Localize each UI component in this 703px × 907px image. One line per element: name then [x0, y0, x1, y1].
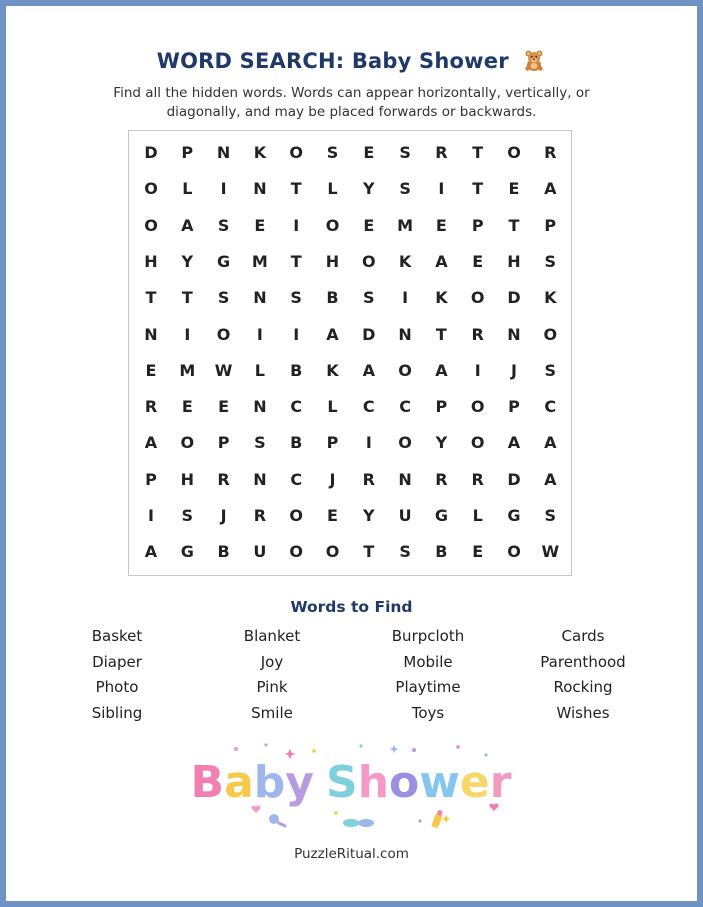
- grid-cell: A: [144, 542, 158, 562]
- grid-cell: P: [544, 215, 557, 235]
- grid-cell: P: [217, 433, 230, 453]
- grid-cell: C: [544, 397, 557, 417]
- grid-cell: R: [435, 143, 448, 162]
- grid-cell: A: [435, 251, 448, 271]
- grid-cell: E: [327, 506, 338, 525]
- grid-cell: A: [544, 433, 557, 453]
- grid-cell: J: [511, 360, 517, 380]
- grid-cell: O: [398, 433, 412, 453]
- logo-letter: o: [389, 757, 420, 808]
- grid-cell: N: [253, 397, 267, 417]
- grid-cell: J: [220, 506, 227, 525]
- word-item: Mobile: [403, 652, 453, 671]
- grid-cell: R: [544, 143, 557, 162]
- grid-cell: I: [148, 506, 154, 525]
- grid-cell: B: [435, 542, 448, 562]
- grid-cell: O: [144, 215, 158, 235]
- grid-cell: T: [290, 251, 302, 271]
- grid-cell: I: [365, 433, 372, 453]
- page-title-text: WORD SEARCH: Baby Shower: [156, 49, 509, 73]
- grid-cell: O: [216, 324, 231, 344]
- logo-letter: b: [253, 757, 286, 808]
- grid-cell: K: [253, 143, 267, 162]
- grid-cell: M: [397, 215, 414, 235]
- baby-shoes-icon: [343, 819, 374, 827]
- logo-letter: r: [489, 757, 512, 808]
- grid-cell: U: [398, 506, 412, 525]
- letter-grid: [128, 130, 572, 576]
- grid-cell: I: [474, 360, 481, 380]
- grid-cell: R: [253, 506, 267, 525]
- grid-cell: S: [217, 215, 230, 235]
- grid-cell: S: [399, 542, 411, 562]
- grid-cell: G: [434, 506, 448, 525]
- grid-cell: N: [398, 469, 412, 489]
- grid-cell: S: [181, 506, 194, 525]
- instructions-text: Find all the hidden words. Words can appear horizontally, vertically, or diagonally, and may be placed forwards or backwards.: [113, 85, 590, 120]
- grid-cell: P: [435, 397, 448, 417]
- baby-bottle-icon: [431, 810, 443, 829]
- grid-cell: I: [220, 179, 227, 199]
- grid-cell: B: [326, 288, 339, 308]
- grid-cell: B: [290, 360, 303, 380]
- teddy-bear-icon: [522, 48, 546, 77]
- grid-cell: T: [435, 324, 447, 344]
- grid-cell: A: [362, 360, 375, 380]
- grid-cell: L: [327, 397, 338, 417]
- grid-cell: C: [362, 397, 375, 417]
- logo-text-shower: [326, 757, 512, 808]
- grid-cell: L: [182, 179, 193, 199]
- grid-cell: E: [472, 251, 484, 271]
- grid-cell: O: [289, 143, 303, 162]
- grid-cell: O: [470, 288, 485, 308]
- grid-cell: K: [544, 288, 557, 308]
- grid-cell: O: [361, 251, 376, 271]
- grid-cell: R: [471, 324, 484, 344]
- grid-cell: P: [326, 433, 339, 453]
- grid-cell: G: [217, 251, 231, 271]
- grid-cell: I: [184, 324, 191, 344]
- worksheet-page: [6, 6, 697, 901]
- grid-cell: O: [289, 506, 303, 525]
- grid-cell: E: [218, 397, 230, 417]
- site-footer: PuzzleRitual.com: [294, 846, 409, 862]
- grid-cell: E: [254, 215, 266, 235]
- word-item: Burpcloth: [391, 627, 465, 645]
- grid-cell: I: [293, 215, 300, 235]
- grid-cell: T: [508, 215, 520, 235]
- grid-cell: O: [325, 215, 340, 235]
- logo-letter: w: [419, 757, 460, 808]
- grid-cell: R: [435, 469, 448, 489]
- grid-cell: L: [472, 506, 483, 525]
- grid-cell: E: [145, 360, 157, 380]
- grid-cell: H: [507, 251, 521, 271]
- grid-cell: I: [293, 324, 300, 344]
- word-item: Sibling: [91, 704, 143, 723]
- logo-letter: a: [224, 757, 254, 808]
- grid-cell: Y: [363, 179, 375, 199]
- word-item: Toys: [411, 704, 445, 723]
- grid-cell: A: [326, 324, 339, 344]
- grid-cell: R: [144, 397, 158, 417]
- grid-cell: G: [507, 506, 521, 525]
- grid-cell: T: [472, 143, 484, 162]
- grid-cell: O: [144, 179, 158, 199]
- grid-cell: I: [256, 324, 263, 344]
- grid-cell: A: [544, 469, 557, 489]
- grid-cell: S: [217, 288, 230, 308]
- grid-cell: T: [290, 179, 302, 199]
- grid-cell: T: [472, 179, 484, 199]
- grid-cell: G: [180, 542, 194, 562]
- grid-cell: S: [326, 143, 339, 162]
- grid-cell: O: [180, 433, 195, 453]
- grid-cell: D: [507, 288, 521, 308]
- logo-text-baby: [191, 757, 314, 808]
- grid-cell: A: [544, 179, 557, 199]
- grid-cell: Y: [363, 506, 375, 525]
- grid-cell: O: [507, 542, 521, 562]
- logo-letter: B: [190, 757, 225, 808]
- grid-cell: C: [290, 469, 303, 489]
- words-to-find-title: Words to Find: [290, 598, 413, 616]
- grid-cell: K: [326, 360, 339, 380]
- logo-letter: e: [459, 757, 490, 808]
- grid-cell: T: [145, 288, 157, 308]
- grid-cell: E: [508, 179, 520, 199]
- grid-cell: N: [253, 179, 267, 199]
- grid-cell: N: [144, 324, 158, 344]
- grid-cell: E: [363, 143, 375, 162]
- word-item: Wishes: [556, 704, 610, 723]
- grid-cell: K: [435, 288, 448, 308]
- grid-cell: A: [435, 360, 448, 380]
- grid-cell: A: [507, 433, 521, 453]
- grid-cell: E: [181, 397, 193, 417]
- grid-cell: P: [471, 215, 484, 235]
- grid-cell: L: [327, 179, 338, 199]
- word-item: Basket: [91, 627, 143, 645]
- grid-cell: Y: [435, 433, 448, 453]
- grid-cell: O: [325, 542, 340, 562]
- grid-cell: S: [290, 288, 302, 308]
- word-item: Cards: [561, 627, 605, 645]
- svg-text:BabyShower: [191, 757, 512, 808]
- grid-cell: S: [399, 179, 411, 199]
- baby-shower-logo: [190, 741, 512, 835]
- grid-cell: M: [251, 251, 268, 271]
- grid-cell: E: [435, 215, 447, 235]
- grid-cell: H: [144, 251, 158, 271]
- grid-cell: C: [399, 397, 411, 417]
- grid-cell: R: [217, 469, 230, 489]
- grid-cell: I: [402, 288, 409, 308]
- grid-cell: N: [507, 324, 521, 344]
- grid-cell: S: [399, 143, 411, 162]
- word-item: Joy: [260, 652, 284, 671]
- grid-cell: L: [254, 360, 265, 380]
- grid-cell: S: [363, 288, 375, 308]
- grid-cell: A: [144, 433, 158, 453]
- grid-cell: S: [254, 433, 266, 453]
- word-item: Photo: [95, 678, 139, 697]
- grid-cell: O: [507, 143, 521, 162]
- logo-letter: h: [357, 757, 390, 808]
- grid-cell: N: [253, 469, 267, 489]
- grid-cell: D: [507, 469, 521, 489]
- grid-cell: B: [217, 542, 230, 562]
- rattle-icon: [269, 814, 287, 828]
- grid-cell: N: [398, 324, 412, 344]
- grid-cell: P: [508, 397, 520, 417]
- grid-cell: U: [253, 542, 267, 562]
- grid-cell: B: [290, 433, 303, 453]
- grid-cell: N: [216, 143, 231, 162]
- grid-cell: J: [329, 469, 336, 489]
- word-item: Playtime: [395, 678, 461, 697]
- grid-cell: O: [398, 360, 412, 380]
- grid-cell: N: [253, 288, 267, 308]
- grid-cell: P: [181, 143, 194, 162]
- grid-cell: S: [544, 251, 557, 271]
- word-item: Smile: [251, 704, 293, 723]
- grid-cell: S: [544, 506, 557, 525]
- grid-cell: E: [363, 215, 375, 235]
- grid-cell: S: [544, 360, 557, 380]
- grid-cell: M: [179, 360, 196, 380]
- logo-letter: y: [285, 757, 314, 808]
- page-title: [6, 48, 697, 77]
- grid-cell: P: [145, 469, 157, 489]
- logo-letter: S: [325, 757, 358, 808]
- grid-cell: O: [289, 542, 303, 562]
- grid-cell: C: [290, 397, 303, 417]
- grid-cell: H: [325, 251, 340, 271]
- grid-cell: A: [181, 215, 194, 235]
- grid-cell: R: [362, 469, 375, 489]
- word-item: Blanket: [243, 627, 301, 645]
- grid-cell: R: [471, 469, 484, 489]
- word-item: Parenthood: [540, 652, 626, 671]
- grid-cell: O: [543, 324, 558, 344]
- grid-cell: O: [470, 397, 485, 417]
- grid-cell: E: [472, 542, 484, 562]
- grid-cell: T: [181, 288, 193, 308]
- word-item: Diaper: [92, 652, 142, 671]
- grid-cell: T: [363, 542, 375, 562]
- grid-cell: O: [470, 433, 485, 453]
- word-item: Rocking: [553, 678, 613, 697]
- grid-cell: I: [438, 179, 445, 199]
- grid-cell: W: [214, 360, 233, 380]
- word-item: Pink: [256, 678, 288, 697]
- grid-cell: D: [362, 324, 376, 344]
- grid-cell: H: [180, 469, 194, 489]
- grid-cell: K: [398, 251, 412, 271]
- grid-cell: W: [541, 542, 560, 562]
- grid-cell: Y: [181, 251, 194, 271]
- grid-cell: D: [144, 143, 158, 162]
